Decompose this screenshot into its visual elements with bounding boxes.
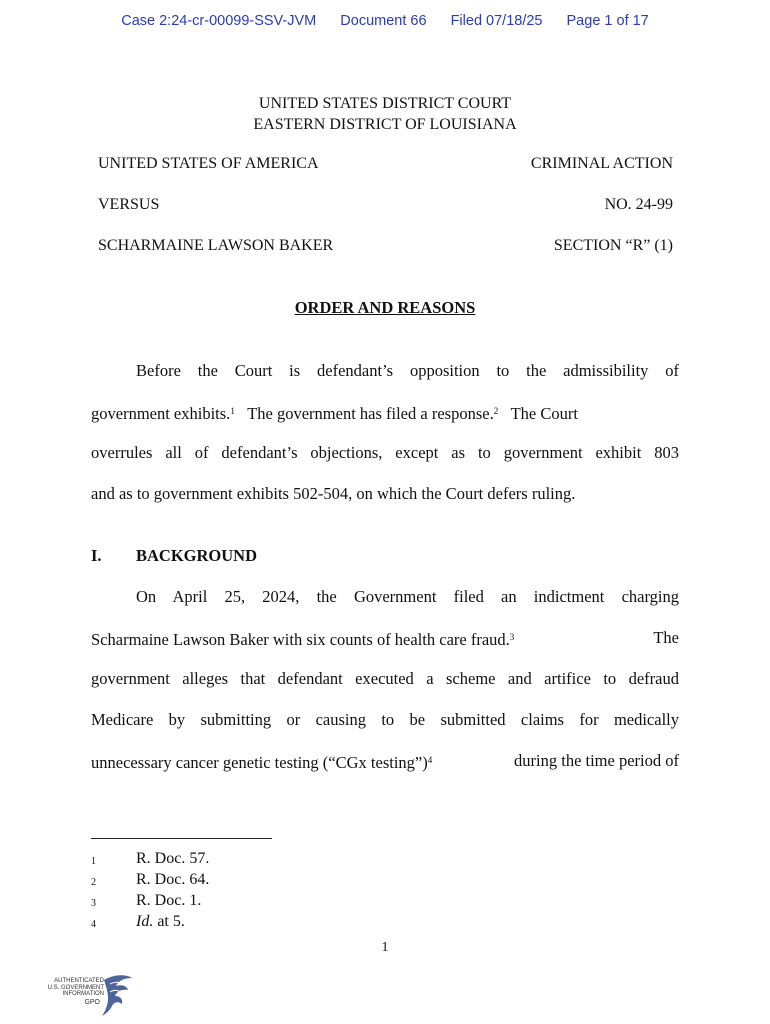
intro-text-b: The government has filed a response. xyxy=(247,404,494,423)
page-indicator: Page 1 of 17 xyxy=(566,13,649,29)
footnote-ref-3: 3 xyxy=(509,632,515,642)
background-line-1: On April 25, 2024, the Government filed an indictment charging xyxy=(136,587,679,606)
intro-line-3: overrules all of defendant’s objections, except as to government exhibit 803 xyxy=(91,443,679,462)
footnote-3-text: R. Doc. 1. xyxy=(136,892,202,909)
case-no: NO. 24-99 xyxy=(604,196,673,213)
section-numeral: I. xyxy=(91,546,102,565)
footnote-4-rest: at 5. xyxy=(153,913,185,930)
footnote-1-text: R. Doc. 57. xyxy=(136,850,210,867)
gpo-seal-mark: GPO xyxy=(84,998,100,1006)
footnote-4-text xyxy=(136,911,185,932)
section-heading: BACKGROUND xyxy=(136,546,258,565)
gpo-seal-line-2: U.S. GOVERNMENT xyxy=(47,984,104,991)
footnote-3-number: 3 xyxy=(91,898,96,909)
background-text-c: unnecessary cancer genetic testing (“CGx testing”) xyxy=(91,753,428,772)
gpo-seal-line-3: INFORMATION xyxy=(62,991,104,997)
footnote-ref-4: 4 xyxy=(427,755,433,765)
party-defendant: SCHARMAINE LAWSON BAKER xyxy=(98,237,334,254)
footnote-divider xyxy=(91,838,272,839)
background-text-b: The xyxy=(653,628,679,647)
intro-line-1: Before the Court is defendant’s opposition to the admissibility of xyxy=(136,361,679,380)
footnote-4-number: 4 xyxy=(91,919,96,930)
gpo-seal-line-1: AUTHENTICATED xyxy=(54,978,104,984)
gpo-authentication-seal xyxy=(44,972,134,1018)
footnote-ref-1: 1 xyxy=(230,406,235,416)
document-title: ORDER AND REASONS xyxy=(294,298,476,317)
case-header xyxy=(0,13,770,29)
filed-date: Filed 07/18/25 xyxy=(450,13,543,29)
court-name xyxy=(0,93,770,135)
criminal-action-label: CRIMINAL ACTION xyxy=(530,155,673,172)
background-line-2 xyxy=(91,617,679,660)
background-line-3: government alleges that defendant executed a scheme and artifice to defraud xyxy=(91,669,679,688)
intro-line-2 xyxy=(91,391,679,434)
intro-line-4: and as to government exhibits 502-504, on which the Court defers ruling. xyxy=(91,484,576,503)
case-number: Case 2:24-cr-00099-SSV-JVM xyxy=(121,13,317,29)
court-line-2: EASTERN DISTRICT OF LOUISIANA xyxy=(253,116,517,133)
section-label: SECTION “R” (1) xyxy=(553,237,673,254)
background-text-d: during the time period of xyxy=(514,751,679,770)
footnote-2-text: R. Doc. 64. xyxy=(136,871,210,888)
intro-text-c: The Court xyxy=(510,404,578,423)
court-line-1: UNITED STATES DISTRICT COURT xyxy=(258,95,512,112)
footnote-2-number: 2 xyxy=(91,877,96,888)
background-line-4: Medicare by submitting or causing to be submitted claims for medically xyxy=(91,710,679,729)
background-text-a: Scharmaine Lawson Baker with six counts of health care fraud. xyxy=(91,630,510,649)
footnote-4-italic: Id. xyxy=(136,913,154,930)
eagle-icon xyxy=(100,972,134,1018)
gpo-seal-text xyxy=(44,978,104,1006)
footnote-1-number: 1 xyxy=(91,856,96,867)
footnote-ref-2: 2 xyxy=(493,406,499,416)
versus-label: VERSUS xyxy=(98,196,160,213)
background-line-5 xyxy=(91,740,679,783)
party-plaintiff: UNITED STATES OF AMERICA xyxy=(98,155,319,172)
document-number: Document 66 xyxy=(340,13,427,29)
intro-text-a: government exhibits. xyxy=(91,404,231,423)
page-number: 1 xyxy=(381,940,389,955)
